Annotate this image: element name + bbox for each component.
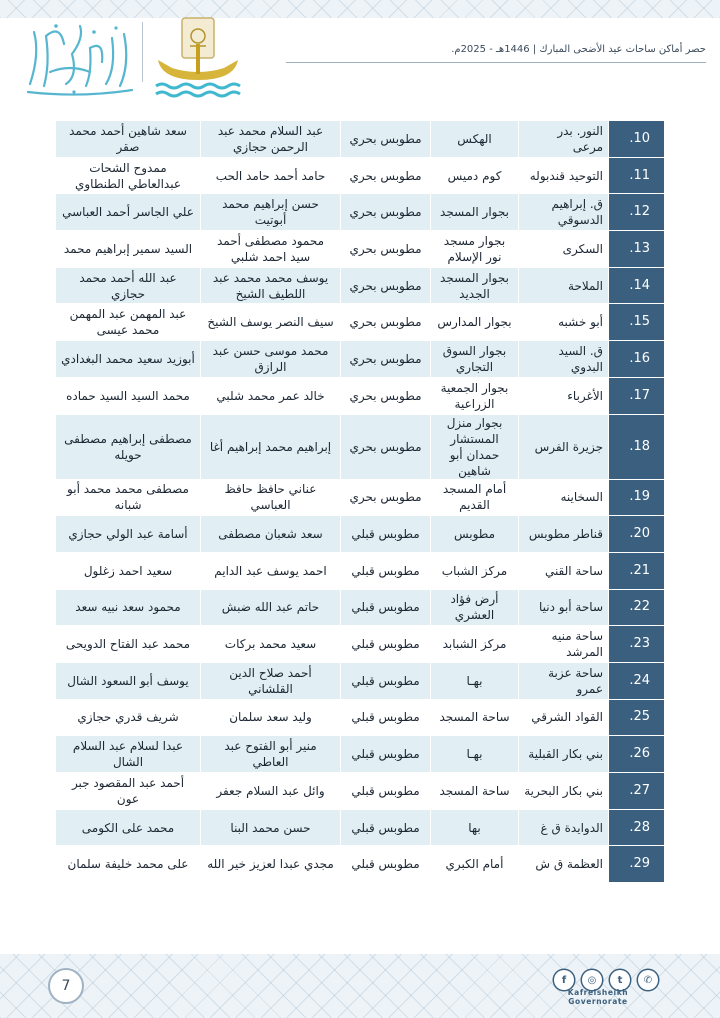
village-cell: ساحة أبو دنيا [519, 589, 609, 626]
location-cell: بجوار المسجد الجديد [431, 267, 519, 304]
supervisor-cell: عبد المهمن عبد المهمن محمد عيسى [56, 304, 201, 341]
district-cell: مطوبس قبلي [341, 552, 431, 589]
district-cell: مطوبس بحري [341, 157, 431, 194]
row-number: 26. [609, 736, 665, 773]
table-row [56, 699, 665, 736]
village-cell: ق. السيد البدوي [519, 341, 609, 378]
village-cell: العظمة ق ش [519, 846, 609, 883]
twitter-icon[interactable]: t [610, 970, 630, 990]
location-cell: ساحة المسجد [431, 699, 519, 736]
location-cell: بجوار مسجد نور الإسلام [431, 231, 519, 268]
prayer-grounds-table [55, 120, 664, 883]
supervisor-cell: ممدوح الشحات عبدالعاطي الطنطاوي [56, 157, 201, 194]
location-cell: مطوبس [431, 516, 519, 553]
supervisor-cell: عبد الله أحمد محمد حجازي [56, 267, 201, 304]
row-number: 16. [609, 341, 665, 378]
imam-cell: حاتم عبد الله ضبش [201, 589, 341, 626]
district-cell: مطوبس بحري [341, 194, 431, 231]
location-cell: بجوار المدارس [431, 304, 519, 341]
row-number: 19. [609, 479, 665, 516]
location-cell: بها [431, 809, 519, 846]
district-cell: مطوبس قبلي [341, 699, 431, 736]
district-cell: مطوبس قبلي [341, 736, 431, 773]
supervisor-cell: محمد عبد الفتاح الدويحى [56, 626, 201, 663]
district-cell: مطوبس بحري [341, 479, 431, 516]
village-cell: جزيرة الفرس [519, 414, 609, 479]
table-row [56, 589, 665, 626]
village-cell: ساحة عزبة عمرو [519, 662, 609, 699]
supervisor-cell: مصطفى محمد محمد أبو شبانه [56, 479, 201, 516]
district-cell: مطوبس بحري [341, 341, 431, 378]
supervisor-cell: على محمد خليفة سلمان [56, 846, 201, 883]
location-cell: ساحة المسجد [431, 773, 519, 810]
village-cell: بني بكار القبلية [519, 736, 609, 773]
district-cell: مطوبس بحري [341, 304, 431, 341]
location-cell: بهـا [431, 662, 519, 699]
district-cell: مطوبس قبلي [341, 809, 431, 846]
imam-cell: أحمد صلاح الدين القلشاني [201, 662, 341, 699]
row-number: 18. [609, 414, 665, 479]
district-cell: مطوبس بحري [341, 231, 431, 268]
page-number: 7 [48, 968, 84, 1004]
row-number: 17. [609, 377, 665, 414]
imam-cell: إبراهيم محمد إبراهيم أغا [201, 414, 341, 479]
row-number: 13. [609, 231, 665, 268]
imam-cell: وائل عبد السلام جعفر [201, 773, 341, 810]
table-row [56, 194, 665, 231]
district-cell: مطوبس بحري [341, 377, 431, 414]
header-rule [286, 62, 706, 63]
imam-cell: محمود مصطفى أحمد سيد احمد شلبي [201, 231, 341, 268]
table-row [56, 267, 665, 304]
table-row [56, 121, 665, 158]
district-cell: مطوبس قبلي [341, 589, 431, 626]
location-cell: بجوار الجمعية الزراعية [431, 377, 519, 414]
table-row [56, 809, 665, 846]
header-separator [142, 22, 143, 82]
row-number: 23. [609, 626, 665, 663]
imam-cell: مجدي عبدا لعزيز خير الله [201, 846, 341, 883]
district-cell: مطوبس قبلي [341, 626, 431, 663]
district-cell: مطوبس قبلي [341, 846, 431, 883]
page-title: حصر أماكن ساحات عيد الأضحى المبارك | 1446هـ - 2025م. [451, 44, 706, 55]
village-cell: أبو خشبه [519, 304, 609, 341]
governorate-emblem-icon [148, 14, 248, 104]
location-cell: الهكس [431, 121, 519, 158]
village-cell: القواد الشرقي [519, 699, 609, 736]
supervisor-cell: علي الجاسر أحمد العباسي [56, 194, 201, 231]
table-row [56, 341, 665, 378]
imam-cell: يوسف محمد محمد عبد اللطيف الشيخ [201, 267, 341, 304]
imam-cell: عناني حافظ حافظ العباسي [201, 479, 341, 516]
imam-cell: عبد السلام محمد عبد الرحمن حجازي [201, 121, 341, 158]
imam-cell: حسن محمد البنا [201, 809, 341, 846]
instagram-icon[interactable]: ◎ [582, 970, 602, 990]
table-row [56, 736, 665, 773]
table-row [56, 516, 665, 553]
location-cell: بجوار منزل المستشار حمدان أبو شاهين [431, 414, 519, 479]
district-cell: مطوبس بحري [341, 267, 431, 304]
district-cell: مطوبس قبلي [341, 516, 431, 553]
row-number: 21. [609, 552, 665, 589]
village-cell: السكرى [519, 231, 609, 268]
page-header [0, 0, 720, 110]
supervisor-cell: أبوزيد سعيد محمد البغدادي [56, 341, 201, 378]
table-row [56, 157, 665, 194]
table-row [56, 479, 665, 516]
location-cell: مركز الشبابد [431, 626, 519, 663]
location-cell: أمام الكبري [431, 846, 519, 883]
row-number: 20. [609, 516, 665, 553]
district-cell: مطوبس بحري [341, 414, 431, 479]
row-number: 28. [609, 809, 665, 846]
imam-cell: منير أبو الفتوح عبد العاطي [201, 736, 341, 773]
imam-cell: وليد سعد سلمان [201, 699, 341, 736]
table-row [56, 626, 665, 663]
table-row [56, 414, 665, 479]
facebook-icon[interactable]: f [554, 970, 574, 990]
supervisor-cell: سعيد احمد زغلول [56, 552, 201, 589]
row-number: 29. [609, 846, 665, 883]
row-number: 25. [609, 699, 665, 736]
supervisor-cell: مصطفى إبراهيم مصطفى حويله [56, 414, 201, 479]
brand-name: Kafrelsheikh Governorate [567, 988, 629, 1006]
imam-cell: سعد شعبان مصطفى [201, 516, 341, 553]
district-cell: مطوبس قبلي [341, 773, 431, 810]
village-cell: النور. بدر مرعى [519, 121, 609, 158]
eid-calligraphy-icon [20, 14, 138, 98]
village-cell: الأغرباء [519, 377, 609, 414]
supervisor-cell: السيد سمير إبراهيم محمد [56, 231, 201, 268]
supervisor-cell: أسامة عبد الولي حجازي [56, 516, 201, 553]
supervisor-cell: محمود سعد نبيه سعد [56, 589, 201, 626]
supervisor-cell: يوسف أبو السعود الشال [56, 662, 201, 699]
row-number: 24. [609, 662, 665, 699]
district-cell: مطوبس قبلي [341, 662, 431, 699]
imam-cell: سيف النصر يوسف الشيخ [201, 304, 341, 341]
village-cell: ساحة منيه المرشد [519, 626, 609, 663]
table-row [56, 377, 665, 414]
location-cell: أمام المسجد القديم [431, 479, 519, 516]
imam-cell: حامد أحمد حامد الحب [201, 157, 341, 194]
whatsapp-icon[interactable]: ✆ [638, 970, 658, 990]
row-number: 10. [609, 121, 665, 158]
table-row [56, 773, 665, 810]
village-cell: الدوايدة ق غ [519, 809, 609, 846]
table-row [56, 231, 665, 268]
location-cell: بهـا [431, 736, 519, 773]
supervisor-cell: محمد على الكومى [56, 809, 201, 846]
imam-cell: حسن إبراهيم محمد أبوتيت [201, 194, 341, 231]
row-number: 27. [609, 773, 665, 810]
imam-cell: سعيد محمد بركات [201, 626, 341, 663]
row-number: 15. [609, 304, 665, 341]
supervisor-cell: محمد السيد السيد حماده [56, 377, 201, 414]
village-cell: بني بكار البحرية [519, 773, 609, 810]
supervisor-cell: أحمد عبد المقصود جبر عون [56, 773, 201, 810]
imam-cell: محمد موسى حسن عبد الرازق [201, 341, 341, 378]
village-cell: التوحيد قندبوله [519, 157, 609, 194]
village-cell: ق. إبراهيم الدسوقي [519, 194, 609, 231]
imam-cell: خالد عمر محمد شلبي [201, 377, 341, 414]
location-cell: مركز الشباب [431, 552, 519, 589]
row-number: 22. [609, 589, 665, 626]
table-row [56, 304, 665, 341]
village-cell: السخاينه [519, 479, 609, 516]
village-cell: قناطر مطوبس [519, 516, 609, 553]
location-cell: بجوار المسجد [431, 194, 519, 231]
village-cell: ساحة القني [519, 552, 609, 589]
location-cell: أرض فؤاد العشري [431, 589, 519, 626]
location-cell: بجوار السوق التجاري [431, 341, 519, 378]
table-row [56, 846, 665, 883]
row-number: 14. [609, 267, 665, 304]
district-cell: مطوبس بحري [341, 121, 431, 158]
row-number: 12. [609, 194, 665, 231]
table-row [56, 552, 665, 589]
supervisor-cell: سعد شاهين أحمد محمد صقر [56, 121, 201, 158]
social-links [554, 970, 658, 990]
row-number: 11. [609, 157, 665, 194]
supervisor-cell: شريف قدري حجازي [56, 699, 201, 736]
table-row [56, 662, 665, 699]
location-cell: كوم دميس [431, 157, 519, 194]
village-cell: الملاحة [519, 267, 609, 304]
imam-cell: احمد يوسف عبد الدايم [201, 552, 341, 589]
supervisor-cell: عبدا لسلام عبد السلام الشال [56, 736, 201, 773]
